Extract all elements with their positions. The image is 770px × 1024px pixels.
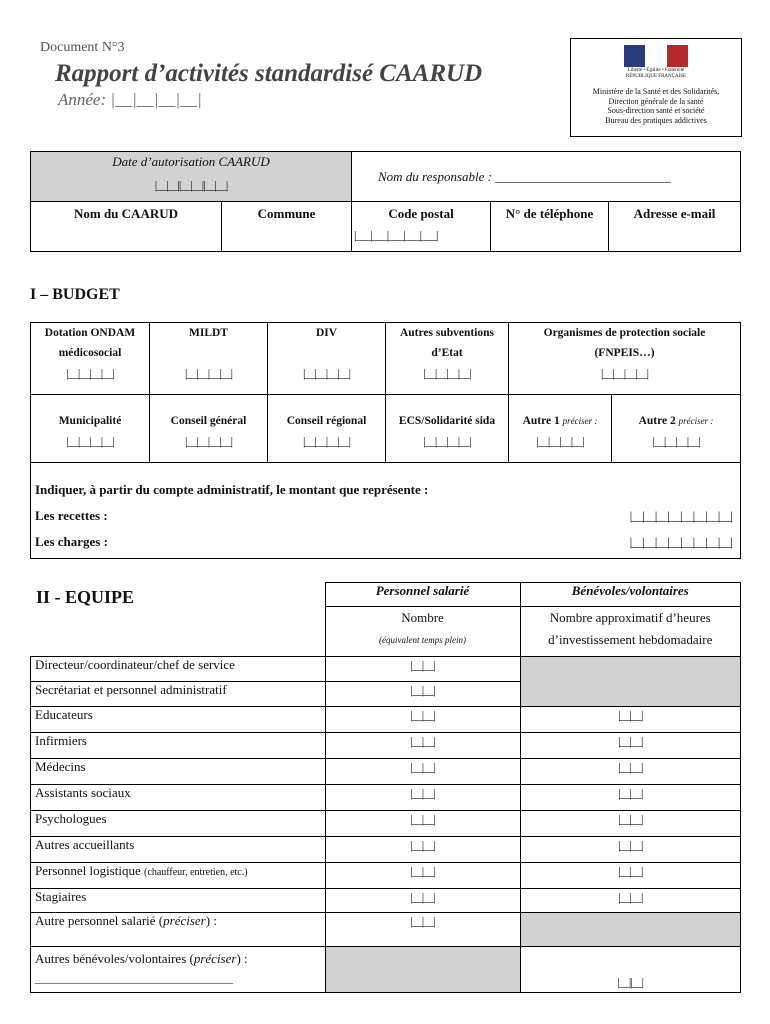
benevoles-input[interactable]: |__|__| — [520, 837, 741, 863]
col-salarie-label: Personnel salarié — [375, 583, 470, 598]
row-label: Secrétariat et personnel administratif — [31, 682, 326, 707]
email-label: Adresse e-mail — [633, 206, 716, 221]
row-label: Directeur/coordinateur/chef de service — [31, 657, 326, 682]
charges-boxes: |__|__|__|__|__|__|__|__| — [629, 534, 732, 549]
protection-sociale-cell[interactable] — [509, 323, 741, 395]
autre1-label: Autre 1 — [522, 415, 560, 427]
date-autorisation-cell[interactable] — [31, 152, 352, 202]
page-title: Rapport d’activités standardisé CAARUD — [55, 60, 483, 87]
nom-caarud-label: Nom du CAARUD — [73, 206, 178, 221]
subventions-cell[interactable] — [386, 323, 509, 395]
ministry-line: Ministère de la Santé et des Solidarités, — [592, 87, 720, 96]
salarie-input[interactable]: |__|__| — [325, 837, 520, 863]
salarie-input[interactable]: |__|__| — [325, 811, 520, 837]
conseil-regional-boxes: |__|__|__|__| — [302, 434, 350, 448]
document-number: Document N°3 — [40, 40, 125, 55]
commune-cell[interactable] — [222, 202, 352, 252]
benevoles-input[interactable]: |__|__| — [520, 733, 741, 759]
row-label: Autres accueillants — [31, 837, 326, 863]
autre2-label: Autre 2 — [638, 415, 676, 427]
salarie-input[interactable]: |__|__| — [325, 863, 520, 889]
col-benevoles-header — [520, 583, 741, 607]
subventions-boxes: |__|__|__|__| — [423, 366, 471, 380]
row-label: Médecins — [31, 759, 326, 785]
protection-sociale-label-2: (FNPEIS…) — [594, 347, 655, 359]
municipalite-boxes: |__|__|__|__| — [66, 434, 114, 448]
code-postal-cell[interactable] — [352, 202, 491, 252]
marianne-logo — [624, 45, 688, 79]
ondam-label-2: médicosocial — [58, 347, 122, 359]
autre2-cell[interactable] — [612, 395, 741, 463]
email-cell[interactable] — [609, 202, 741, 252]
ministry-line: Sous-direction santé et société — [607, 106, 705, 115]
autre1-cell[interactable] — [509, 395, 612, 463]
year-boxes: |__|__|__|__| — [110, 90, 202, 109]
budget-table — [30, 322, 741, 559]
year-field[interactable] — [58, 90, 202, 110]
nombre-label: Nombre — [401, 610, 444, 625]
subventions-label: Autres subventions — [399, 327, 495, 339]
col-salarie-header — [325, 583, 520, 607]
nom-caarud-cell[interactable] — [31, 202, 222, 252]
mildt-boxes: |__|__|__|__| — [184, 366, 232, 380]
logo-motto-sub: RÉPUBLIQUE FRANÇAISE — [625, 74, 687, 79]
ecs-cell[interactable] — [386, 395, 509, 463]
conseil-regional-label: Conseil régional — [286, 415, 367, 427]
compte-administratif-cell — [31, 463, 741, 559]
autre2-preciser: préciser : — [678, 416, 714, 426]
mildt-label: MILDT — [189, 327, 228, 339]
equipe-table — [30, 582, 741, 993]
code-postal-boxes: |___|___|___|___|___| — [354, 228, 438, 242]
ministry-line: Bureau des pratiques addictives — [605, 115, 707, 125]
salarie-input[interactable]: |__|__| — [325, 682, 520, 707]
ministry-box — [570, 38, 742, 137]
recettes-boxes: |__|__|__|__|__|__|__|__| — [629, 508, 732, 523]
autre1-preciser: préciser : — [562, 416, 598, 426]
row-label: Personnel logistique (chauffeur, entretien, etc.) — [31, 863, 326, 889]
equipe-section-title: II - EQUIPE — [36, 587, 135, 607]
recettes-row[interactable] — [35, 503, 736, 529]
budget-section-title: I – BUDGET — [30, 286, 120, 303]
row-label: Assistants sociaux — [31, 785, 326, 811]
benevoles-input[interactable]: |__|__| — [520, 811, 741, 837]
salarie-input[interactable]: |__|__| — [325, 913, 520, 947]
salarie-shaded — [325, 947, 520, 993]
recettes-label: Les recettes : — [35, 508, 108, 523]
ecs-boxes: |__|__|__|__| — [423, 434, 471, 448]
charges-label: Les charges : — [35, 534, 108, 549]
row-label: Psychologues — [31, 811, 326, 837]
heures-label: Nombre approximatif d’heures — [549, 610, 711, 625]
nombre-header — [325, 607, 520, 657]
div-boxes: |__|__|__|__| — [302, 366, 350, 380]
div-cell[interactable] — [268, 323, 386, 395]
benevoles-shaded — [520, 657, 741, 707]
protection-sociale-boxes: |__|__|__|__| — [600, 366, 648, 380]
benevoles-input[interactable]: |__|__| — [520, 785, 741, 811]
indicate-text: Indiquer, à partir du compte administratif, le montant que représente : — [35, 482, 429, 497]
code-postal-label: Code postal — [388, 206, 454, 221]
protection-sociale-label: Organismes de protection sociale — [543, 327, 706, 339]
etp-label: (équivalent temps plein) — [379, 635, 466, 645]
ondam-cell[interactable] — [31, 323, 150, 395]
row-label: Stagiaires — [31, 889, 326, 913]
mildt-cell[interactable] — [150, 323, 268, 395]
benevoles-input[interactable]: |__|__| — [520, 759, 741, 785]
salarie-input[interactable]: |__|__| — [325, 889, 520, 913]
municipalite-cell[interactable] — [31, 395, 150, 463]
salarie-input[interactable]: |__|__| — [325, 657, 520, 682]
charges-row[interactable] — [35, 529, 736, 555]
salarie-input[interactable]: |__|__| — [325, 707, 520, 733]
row-label: Autre personnel salarié (préciser) : — [31, 913, 326, 947]
conseil-regional-cell[interactable] — [268, 395, 386, 463]
date-boxes: |__|__||__|__||__|__| — [154, 178, 228, 192]
municipalite-label: Municipalité — [58, 415, 122, 427]
ondam-label: Dotation ONDAM — [44, 327, 136, 339]
autre2-boxes: |__|__|__|__| — [652, 434, 700, 448]
benevoles-input[interactable]: |__|__| — [520, 863, 741, 889]
salarie-input[interactable]: |__|__| — [325, 733, 520, 759]
responsable-label: Nom du responsable : ___________________________ — [378, 168, 671, 184]
benevoles-input[interactable]: |__|__| — [520, 707, 741, 733]
salarie-input[interactable]: |__|__| — [325, 759, 520, 785]
subventions-label-2: d’Etat — [431, 347, 463, 359]
row-label: Infirmiers — [31, 733, 326, 759]
autre1-boxes: |__|__|__|__| — [536, 434, 584, 448]
conseil-general-cell[interactable] — [150, 395, 268, 463]
telephone-label: N° de téléphone — [505, 206, 594, 221]
identity-table — [30, 151, 741, 252]
heures-header — [520, 607, 741, 657]
conseil-general-boxes: |__|__|__|__| — [184, 434, 232, 448]
row-label: Educateurs — [31, 707, 326, 733]
logo-motto: Liberté • Égalité • Fraternité — [627, 68, 685, 73]
heures-label-2: d’investissement hebdomadaire — [548, 632, 713, 647]
ecs-label: ECS/Solidarité sida — [398, 415, 496, 427]
col-benevoles-label: Bénévoles/volontaires — [571, 583, 689, 598]
salarie-input[interactable]: |__|__| — [325, 785, 520, 811]
div-label: DIV — [315, 327, 338, 339]
responsable-cell[interactable] — [352, 152, 741, 202]
benevoles-shaded — [520, 913, 741, 947]
telephone-cell[interactable] — [491, 202, 609, 252]
ministry-line: Direction générale de la santé — [608, 96, 704, 106]
conseil-general-label: Conseil général — [170, 415, 247, 427]
benevoles-input[interactable]: |__||__| — [520, 947, 741, 993]
commune-label: Commune — [257, 206, 316, 221]
row-label: Autres bénévoles/volontaires (préciser) : ____________________________________ — [31, 947, 326, 993]
year-label: Année: — [58, 90, 107, 109]
benevoles-input[interactable]: |__|__| — [520, 889, 741, 913]
ondam-boxes: |__|__|__|__| — [66, 366, 114, 380]
date-label: Date d’autorisation CAARUD — [112, 154, 270, 169]
